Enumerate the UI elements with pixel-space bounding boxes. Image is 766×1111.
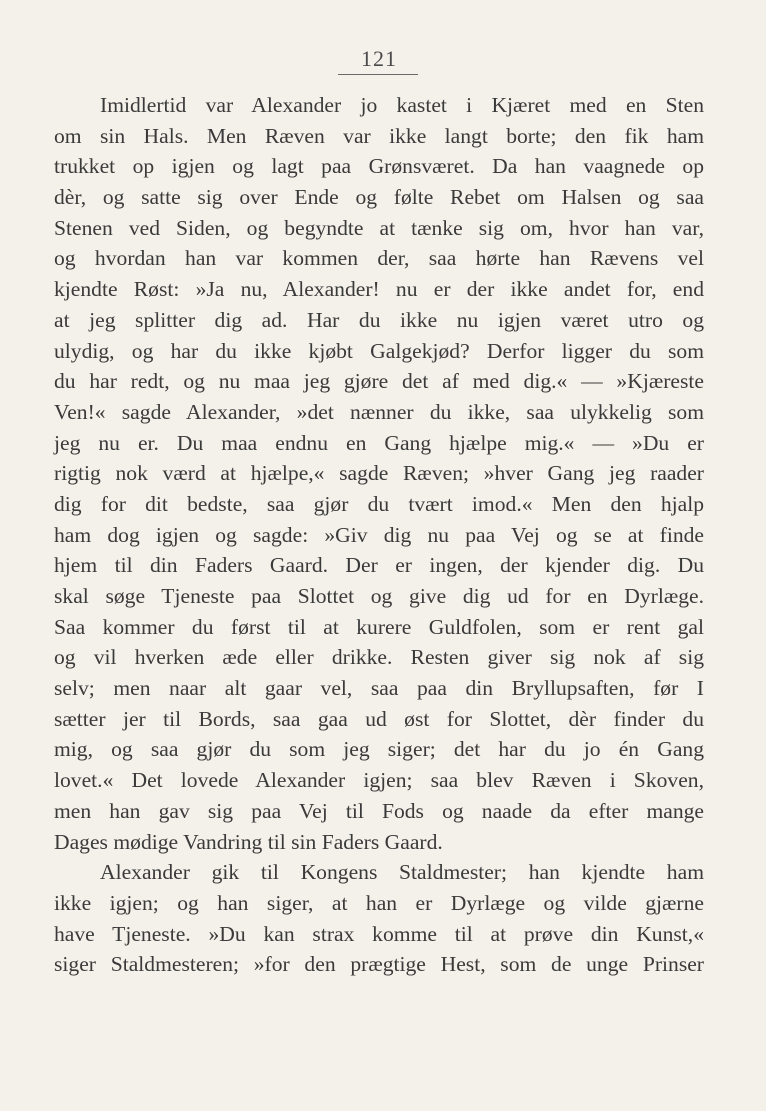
text-line: kjendte Røst: »Ja nu, Alexander! nu er der ikke andet for, end	[54, 277, 704, 302]
text-line: ulydig, og har du ikke kjøbt Galgekjød? Derfor ligger du som	[54, 338, 704, 363]
body-text	[54, 90, 704, 980]
text-line: og vil hverken æde eller drikke. Resten giver sig nok af sig	[54, 645, 704, 670]
text-line: sætter jer til Bords, saa gaa ud øst for Slottet, dèr finder du	[54, 706, 704, 731]
page-number-rule	[338, 74, 418, 75]
text-line: Dages mødige Vandring til sin Faders Gaard.	[54, 829, 443, 854]
text-line: om sin Hals. Men Ræven var ikke langt borte; den fik ham	[54, 123, 704, 148]
text-line: selv; men naar alt gaar vel, saa paa din Bryllupsaften, før I	[54, 676, 704, 701]
text-line: siger Staldmesteren; »for den prægtige Hest, som de unge Prinser	[54, 952, 704, 977]
text-line: have Tjeneste. »Du kan strax komme til at prøve din Kunst,«	[54, 921, 704, 946]
text-line: Imidlertid var Alexander jo kastet i Kjæret med en Sten	[100, 93, 704, 117]
text-line: men han gav sig paa Vej til Fods og naade da efter mange	[54, 798, 704, 823]
text-line: jeg nu er. Du maa endnu en Gang hjælpe mig.« — »Du er	[54, 430, 704, 455]
text-line: dèr, og satte sig over Ende og følte Rebet om Halsen og saa	[54, 185, 704, 210]
text-line: hjem til din Faders Gaard. Der er ingen, der kjender dig. Du	[54, 553, 704, 578]
text-line: Ven!« sagde Alexander, »det nænner du ikke, saa ulykkelig som	[54, 399, 704, 424]
text-line: mig, og saa gjør du som jeg siger; det har du jo én Gang	[54, 737, 704, 762]
text-line: dig for dit bedste, saa gjør du tvært imod.« Men den hjalp	[54, 491, 704, 516]
text-line: rigtig nok værd at hjælpe,« sagde Ræven; »hver Gang jeg raader	[54, 461, 704, 486]
text-line: du har redt, og nu maa jeg gjøre det af med dig.« — »Kjæreste	[54, 369, 704, 394]
text-line: Alexander gik til Kongens Staldmester; han kjendte ham	[100, 860, 704, 885]
text-line: ham dog igjen og sagde: »Giv dig nu paa Vej og se at finde	[54, 522, 704, 547]
text-line: og hvordan han var kommen der, saa hørte han Rævens vel	[54, 246, 704, 271]
page-number: 121	[361, 46, 397, 71]
text-line: lovet.« Det lovede Alexander igjen; saa blev Ræven i Skoven,	[54, 768, 704, 793]
text-line: Stenen ved Siden, og begyndte at tænke sig om, hvor han var,	[54, 215, 704, 240]
text-line: ikke igjen; og han siger, at han er Dyrlæge og vilde gjærne	[54, 890, 704, 915]
text-line: trukket op igjen og lagt paa Grønsværet. Da han vaagnede op	[54, 154, 704, 179]
text-line: at jeg splitter dig ad. Har du ikke nu igjen været utro og	[54, 307, 704, 332]
text-line: Saa kommer du først til at kurere Guldfolen, som er rent gal	[54, 614, 704, 639]
text-line: skal søge Tjeneste paa Slottet og give dig ud for en Dyrlæge.	[54, 584, 704, 608]
